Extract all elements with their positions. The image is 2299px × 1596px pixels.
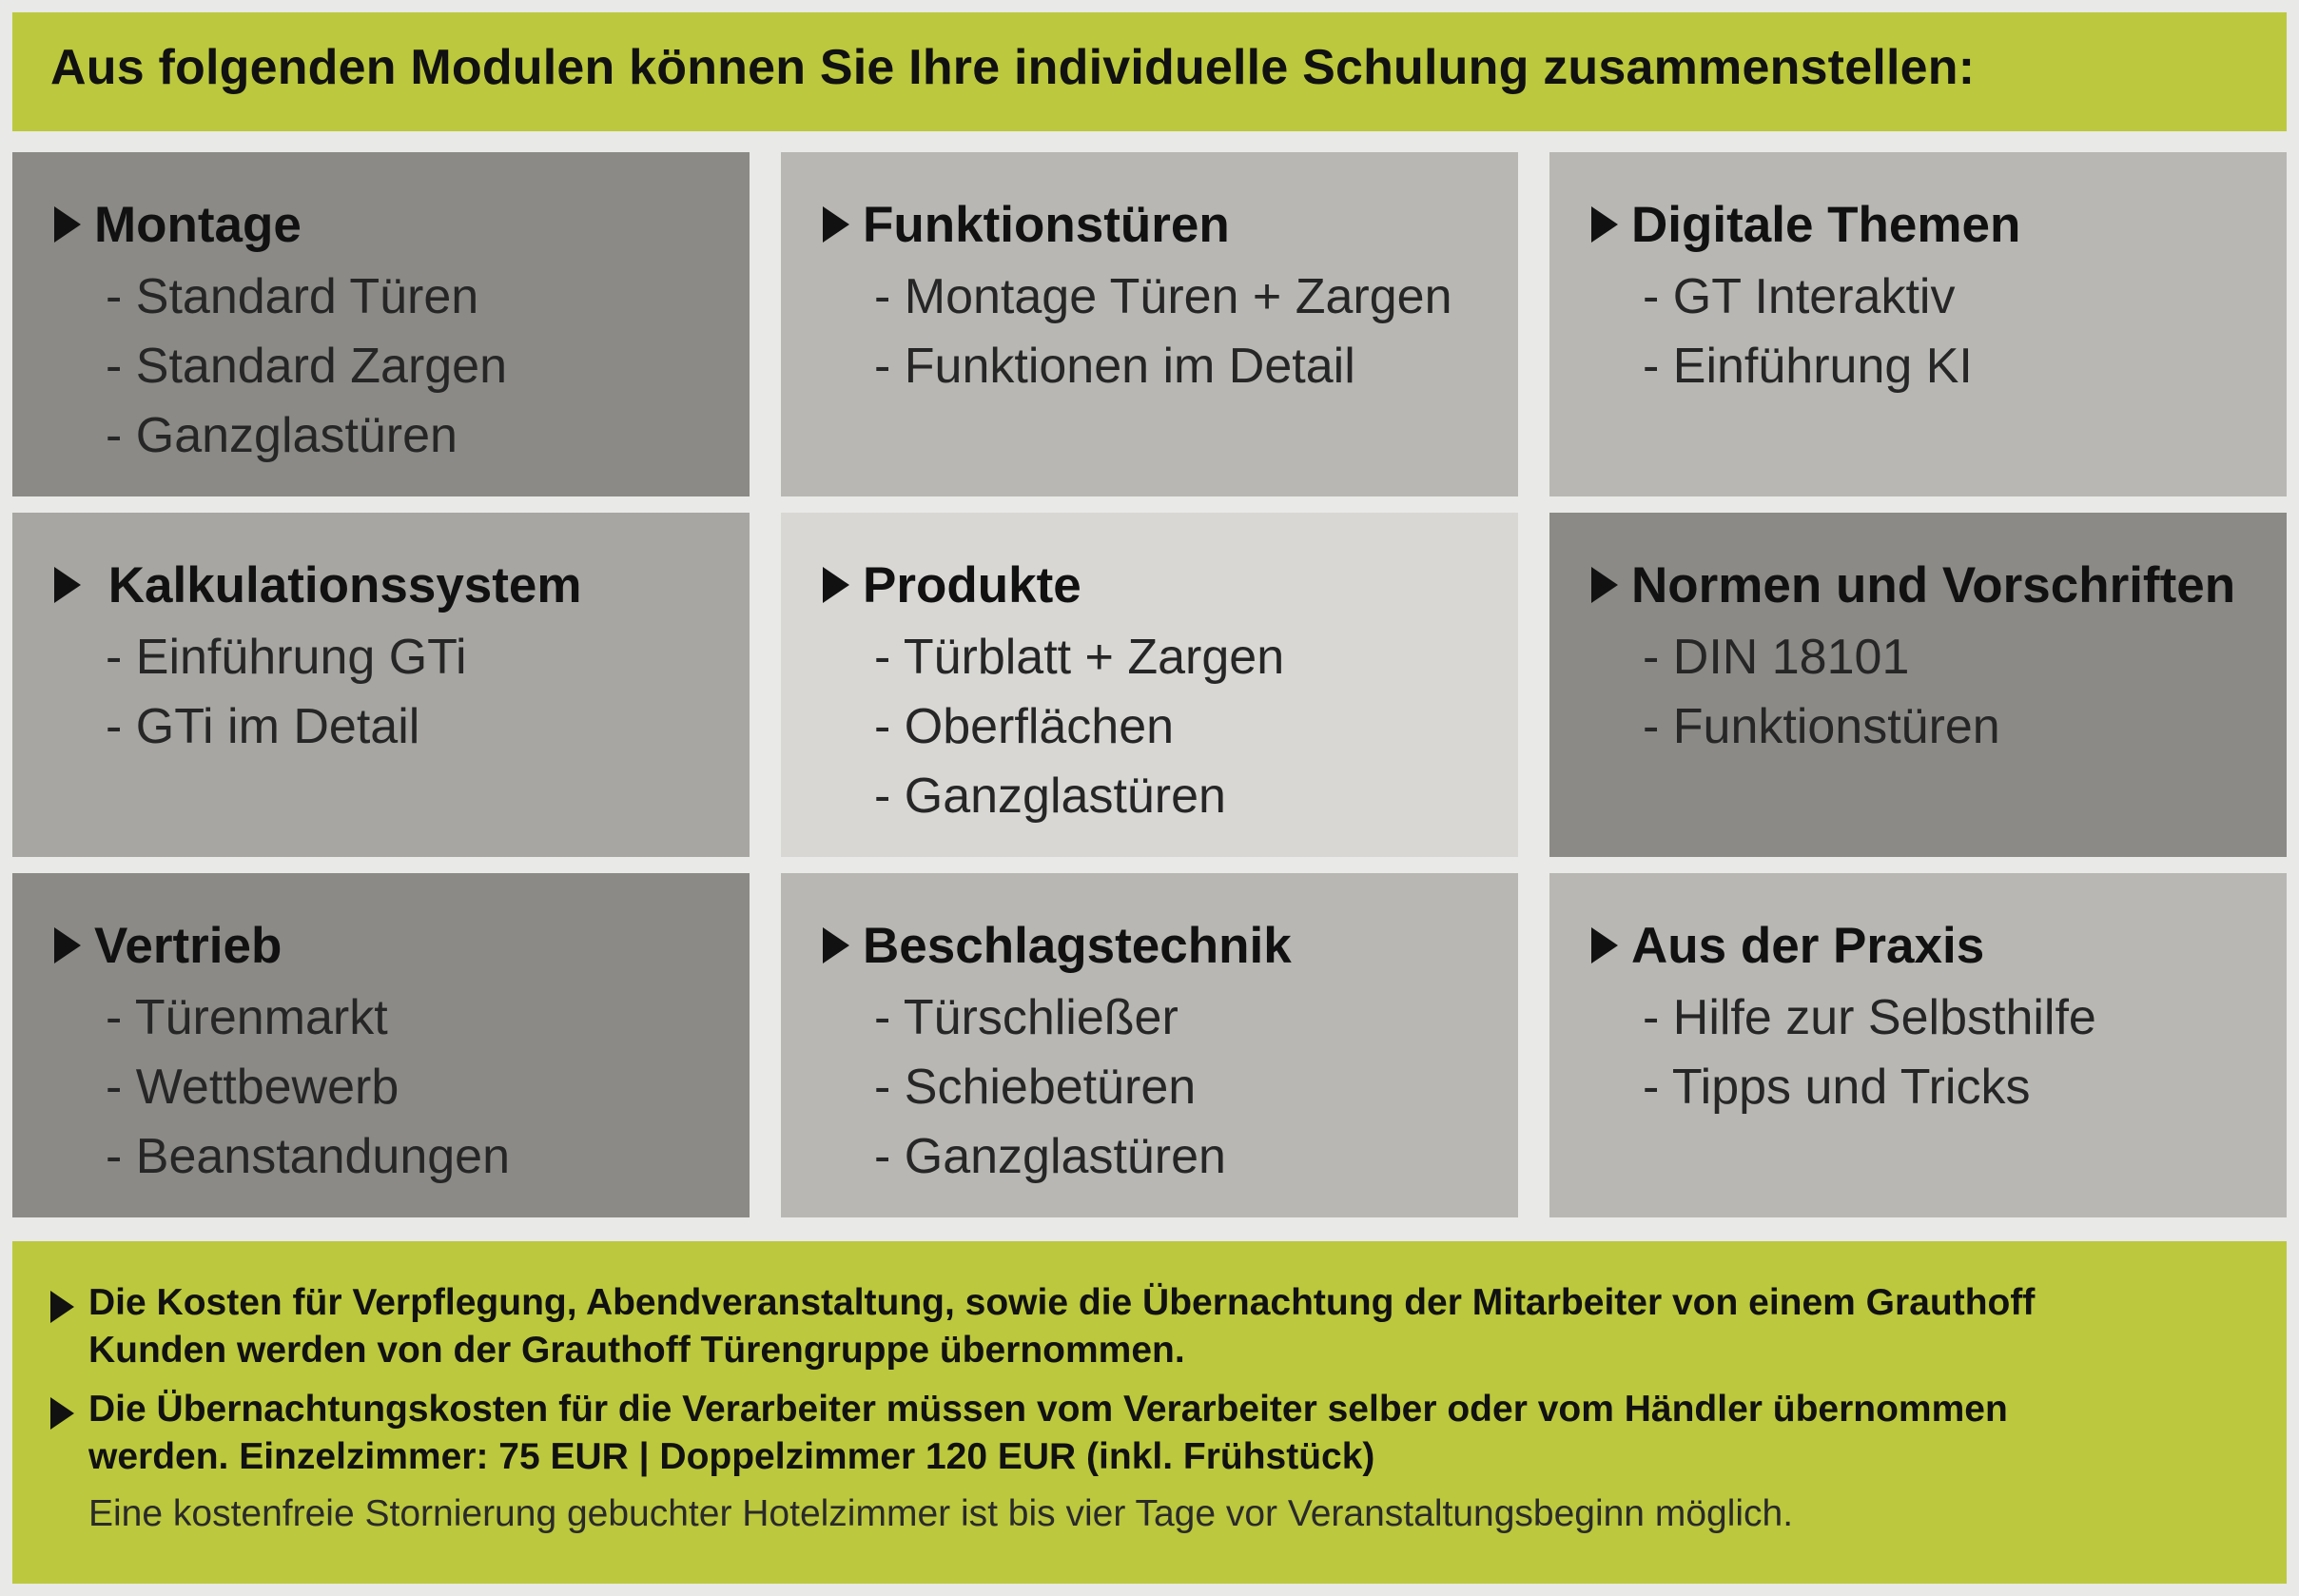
module-item: - Ganzglastüren <box>106 408 458 463</box>
module-tile-vertrieb <box>12 873 750 1217</box>
note-text: Die Kosten für Verpflegung, Abendveranstaltung, sowie die Übernachtung der Mitarbeiter von einem Grauthoff Kunden werden von der Grauthoff Türengruppe übernommen. <box>88 1282 2036 1371</box>
module-item: - Schiebetüren <box>874 1060 1197 1115</box>
module-header <box>1591 555 2287 615</box>
module-item: - Türblatt + Zargen <box>874 630 1285 685</box>
triangle-right-icon <box>823 927 849 963</box>
triangle-right-icon <box>1591 567 1618 603</box>
module-grid <box>12 152 2287 1217</box>
module-header <box>54 555 750 615</box>
module-item: - Ganzglastüren <box>874 769 1226 824</box>
module-title: Digitale Themen <box>1631 196 2021 253</box>
module-tile-produkte <box>781 513 1518 857</box>
module-item: - Einführung KI <box>1643 339 1973 394</box>
module-tile-funktionstueren <box>781 152 1518 496</box>
module-title: Normen und Vorschriften <box>1631 556 2236 613</box>
triangle-right-icon <box>823 206 849 243</box>
module-item: - Funktionstüren <box>1643 699 2000 754</box>
module-header <box>1591 194 2287 255</box>
module-tile-digitale-themen <box>1549 152 2287 496</box>
module-title: Vertrieb <box>94 917 283 974</box>
module-item: - DIN 18101 <box>1643 630 1910 685</box>
triangle-right-icon <box>54 927 81 963</box>
module-item: - GT Interaktiv <box>1643 269 1956 324</box>
module-item: - Einführung GTi <box>106 630 467 685</box>
module-title: Produkte <box>863 556 1081 613</box>
module-header <box>823 194 1518 255</box>
triangle-right-icon <box>54 567 81 603</box>
accommodation-note <box>50 1386 2008 1481</box>
module-tile-beschlagstechnik <box>781 873 1518 1217</box>
module-item: - Funktionen im Detail <box>874 339 1355 394</box>
header-banner <box>12 12 2287 131</box>
module-header <box>1591 915 2287 976</box>
page-title: Aus folgenden Modulen können Sie Ihre individuelle Schulung zusammenstellen: <box>50 40 1976 95</box>
module-item-list <box>874 983 1518 1192</box>
module-item: - Standard Zargen <box>106 339 508 394</box>
module-header <box>823 915 1518 976</box>
module-item: - GTi im Detail <box>106 699 420 754</box>
triangle-right-icon <box>823 567 849 603</box>
triangle-right-icon <box>50 1291 74 1323</box>
module-header <box>823 555 1518 615</box>
module-item-list <box>106 983 750 1192</box>
module-item: - Standard Türen <box>106 269 479 324</box>
module-header <box>54 194 750 255</box>
module-title: Funktionstüren <box>863 196 1230 253</box>
module-item-list <box>106 263 750 471</box>
triangle-right-icon <box>1591 206 1618 243</box>
note-text: Die Übernachtungskosten für die Verarbeiter müssen vom Verarbeiter selber oder vom Händler übernommen werden. Einzelzimmer: 75 EUR | Doppelzimmer 120 EUR (inkl. Frühstück) <box>88 1389 2008 1477</box>
triangle-right-icon <box>50 1397 74 1430</box>
triangle-right-icon <box>1591 927 1618 963</box>
module-item: - Ganzglastüren <box>874 1129 1226 1184</box>
module-title: Montage <box>94 196 302 253</box>
module-item: - Türschließer <box>874 990 1179 1045</box>
module-item-list <box>106 623 750 762</box>
module-tile-normen <box>1549 513 2287 857</box>
module-tile-montage <box>12 152 750 496</box>
module-item-list <box>874 263 1518 401</box>
module-item-list <box>1643 263 2287 401</box>
module-tile-kalkulationssystem <box>12 513 750 857</box>
module-title: Kalkulationssystem <box>94 556 582 613</box>
module-tile-aus-der-praxis <box>1549 873 2287 1217</box>
module-item: - Hilfe zur Selbsthilfe <box>1643 990 2096 1045</box>
module-item: - Tipps und Tricks <box>1643 1060 2031 1115</box>
footer-banner <box>12 1241 2287 1584</box>
cancellation-note: Eine kostenfreie Stornierung gebuchter Hotelzimmer ist bis vier Tage vor Veranstaltungsbeginn möglich. <box>88 1493 1794 1534</box>
module-title: Aus der Praxis <box>1631 917 1985 974</box>
module-item: - Türenmarkt <box>106 990 388 1045</box>
module-item: - Oberflächen <box>874 699 1175 754</box>
module-item-list <box>1643 983 2287 1122</box>
module-header <box>54 915 750 976</box>
module-item-list <box>874 623 1518 831</box>
module-item-list <box>1643 623 2287 762</box>
module-item: - Montage Türen + Zargen <box>874 269 1452 324</box>
module-item: - Wettbewerb <box>106 1060 399 1115</box>
triangle-right-icon <box>54 206 81 243</box>
module-title: Beschlagstechnik <box>863 917 1292 974</box>
cost-note <box>50 1279 2035 1374</box>
module-item: - Beanstandungen <box>106 1129 511 1184</box>
